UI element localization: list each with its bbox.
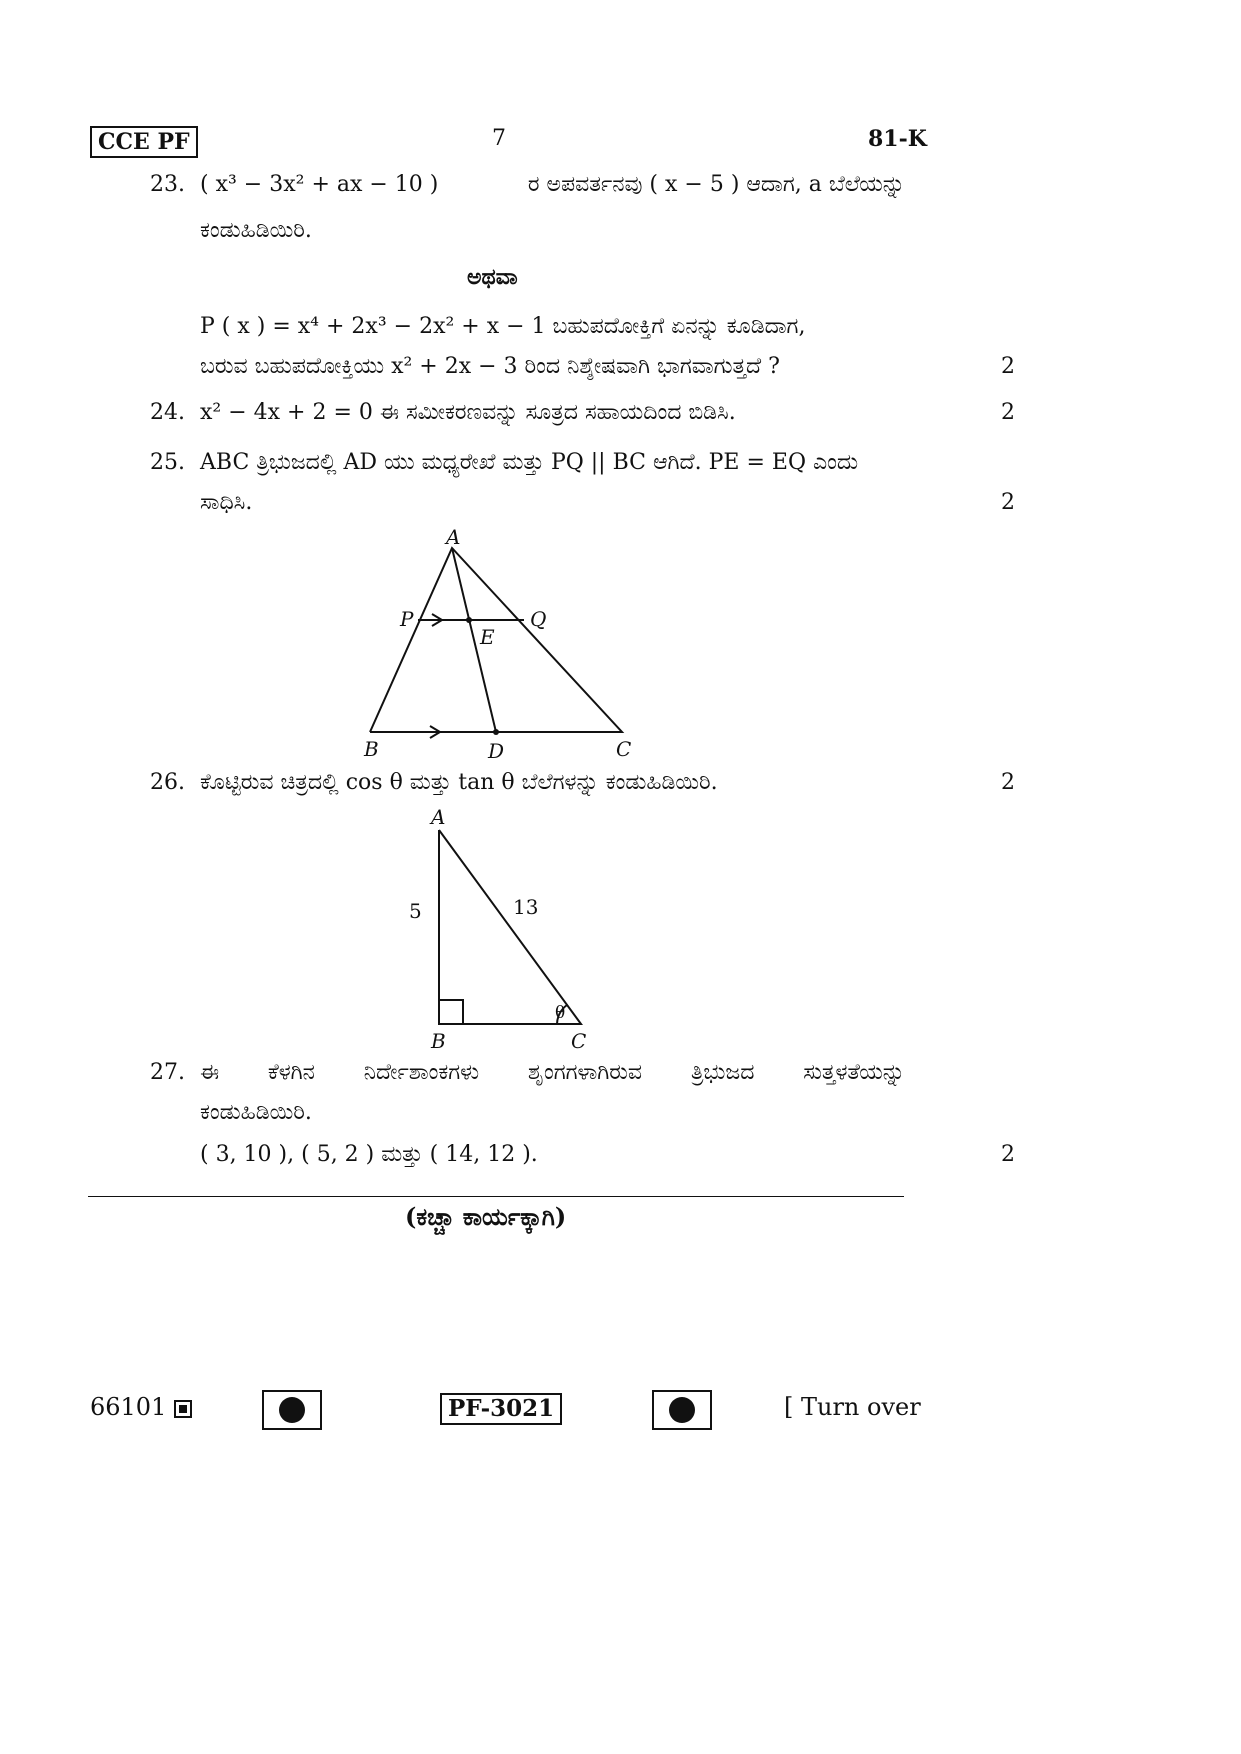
triangle-abc-right xyxy=(439,830,581,1024)
label-b-right: B xyxy=(431,1029,446,1050)
section-divider xyxy=(88,1196,904,1197)
page-number: 7 xyxy=(492,126,506,151)
q23-or-label: ಅಥವಾ xyxy=(467,264,518,290)
q23-line2: ಕಂಡುಹಿಡಿಯಿರಿ. xyxy=(200,218,312,243)
header-right-code: 81-K xyxy=(868,126,927,152)
label-e: E xyxy=(480,625,495,649)
q27-line2: ಕಂಡುಹಿಡಿಯಿರಿ. xyxy=(200,1100,312,1125)
point-d xyxy=(493,729,499,735)
q26-right-triangle-figure xyxy=(395,800,615,1050)
q23-line1 xyxy=(200,170,905,200)
q24-marks: 2 xyxy=(1001,400,1015,425)
label-d: D xyxy=(488,739,505,763)
q26-marks: 2 xyxy=(1001,770,1015,795)
q27-line3: ( 3, 10 ), ( 5, 2 ) ಮತ್ತು ( 14, 12 ). xyxy=(200,1142,538,1167)
q25-line1: ABC ತ್ರಿಭುಜದಲ್ಲಿ AD ಯು ಮಧ್ಯರೇಖೆ ಮತ್ತು PQ || BC ಆಗಿದೆ. PE = EQ ಎಂದು xyxy=(200,450,859,475)
q23-number: 23. xyxy=(150,172,185,197)
q26-text: ಕೊಟ್ಟಿರುವ ಚಿತ್ರದಲ್ಲಿ cos θ ಮತ್ತು tan θ ಬೆಲೆಗಳನ್ನು ಕಂಡುಹಿಡಿಯಿರಿ. xyxy=(200,770,718,795)
footer-dot-box-right xyxy=(652,1390,712,1430)
label-a: A xyxy=(446,525,461,549)
header-left-code: CCE PF xyxy=(90,126,198,158)
q27-line1: ಈ ಕೆಳಗಿನ ನಿರ್ದೇಶಾಂಕಗಳು ಶೃಂಗಗಳಾಗಿರುವ ತ್ರಿಭುಜದ ಸುತ್ತಳತೆಯನ್ನು xyxy=(200,1060,905,1085)
footer-code-text: 66101 xyxy=(90,1393,167,1421)
q25-number: 25. xyxy=(150,450,185,475)
q23-alt-line1: P ( x ) = x⁴ + 2x³ − 2x² + x − 1 ಬಹುಪದೋಕ್ತಿಗೆ ಏನನ್ನು ಕೂಡಿದಾಗ, xyxy=(200,314,806,339)
q26-number: 26. xyxy=(150,770,185,795)
rough-work-label: (ಕಚ್ಚಾ ಕಾರ್ಯಕ್ಕಾಗಿ) xyxy=(405,1202,567,1231)
label-c-right: C xyxy=(571,1029,587,1050)
label-side-ab: 5 xyxy=(409,899,422,923)
label-side-ac: 13 xyxy=(513,895,539,919)
turn-over-text: [ Turn over xyxy=(784,1393,921,1421)
label-theta: θ xyxy=(555,1003,566,1023)
q23-expression: ( x³ − 3x² + ax − 10 ) xyxy=(200,172,439,197)
q25-marks: 2 xyxy=(1001,490,1015,515)
footer-square-icon xyxy=(174,1400,192,1418)
q24-number: 24. xyxy=(150,400,185,425)
footer-dot-box-left xyxy=(262,1390,322,1430)
label-p: P xyxy=(400,607,414,631)
label-c: C xyxy=(616,737,632,761)
q25-line2: ಸಾಧಿಸಿ. xyxy=(200,490,253,515)
q23-line1-text: ರ ಅಪವರ್ತನವು ( x − 5 ) ಆದಾಗ, a ಬೆಲೆಯನ್ನು xyxy=(527,172,905,197)
q27-number: 27. xyxy=(150,1060,185,1085)
right-angle-mark xyxy=(439,1000,463,1024)
point-e xyxy=(466,617,472,623)
label-q: Q xyxy=(530,607,547,631)
q27-marks: 2 xyxy=(1001,1142,1015,1167)
q25-triangle-figure xyxy=(350,520,650,765)
triangle-abc xyxy=(370,548,622,732)
footer-paper-code: PF-3021 xyxy=(440,1393,562,1425)
q24-text: x² − 4x + 2 = 0 ಈ ಸಮೀಕರಣವನ್ನು ಸೂತ್ರದ ಸಹಾಯದಿಂದ ಬಿಡಿಸಿ. xyxy=(200,400,736,425)
label-b: B xyxy=(364,737,379,761)
footer-code xyxy=(90,1392,192,1422)
q23-marks: 2 xyxy=(1001,354,1015,379)
label-a-right: A xyxy=(431,805,446,829)
q23-alt-line2: ಬರುವ ಬಹುಪದೋಕ್ತಿಯು x² + 2x − 3 ರಿಂದ ನಿಶ್ಶೇಷವಾಗಿ ಭಾಗವಾಗುತ್ತದೆ ? xyxy=(200,354,780,379)
